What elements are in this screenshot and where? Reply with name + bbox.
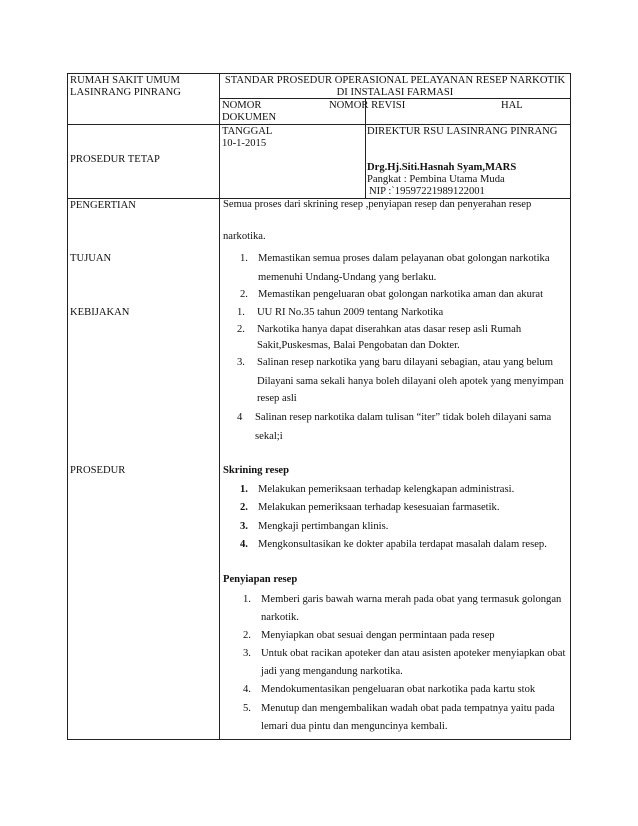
rule-tanggal-divider xyxy=(365,124,366,198)
penyiapan-item-2: Menyiapkan obat sesuai dengan permintaan pada resep xyxy=(261,630,495,641)
skrining-item-2: Melakukan pemeriksaan terhadap kesesuaian farmasetik. xyxy=(258,502,500,513)
penyiapan-item-5a: Menutup dan mengembalikan wadah obat pada tempatnya yaitu pada xyxy=(261,703,555,714)
kebijakan-number-4: 4 xyxy=(237,412,243,423)
nomor-dokumen-label-2: DOKUMEN xyxy=(222,112,277,123)
sop-document xyxy=(67,73,571,740)
penyiapan-item-1a: Memberi garis bawah warna merah pada obat yang termasuk golongan xyxy=(261,594,562,605)
kebijakan-number-2: 2. xyxy=(237,324,245,335)
nomor-revisi-label: NOMOR REVISI xyxy=(329,100,406,111)
penyiapan-title: Penyiapan resep xyxy=(223,574,298,585)
document-title-line1: STANDAR PROSEDUR OPERASIONAL PELAYANAN RESEP NARKOTIK xyxy=(224,75,566,86)
org-name-line1: RUMAH SAKIT UMUM xyxy=(70,75,180,86)
rule-top xyxy=(67,73,571,74)
rule-bottom xyxy=(67,739,571,740)
kebijakan-item-2a: Narkotika hanya dapat diserahkan atas dasar resep asli Rumah xyxy=(257,324,522,335)
kebijakan-item-3c: resep asli xyxy=(257,393,297,404)
signer-name: Drg.Hj.Siti.Hasnah Syam,MARS xyxy=(367,162,517,173)
kebijakan-item-2b: Sakit,Puskesmas, Balai Pengobatan dan Dokter. xyxy=(257,340,460,351)
skrining-number-1: 1. xyxy=(240,484,248,495)
tujuan-number-2: 2. xyxy=(240,289,248,300)
tujuan-number-1: 1. xyxy=(240,253,248,264)
rule-left xyxy=(67,73,68,740)
tujuan-item-2: Memastikan pengeluaran obat golongan narkotika aman dan akurat xyxy=(258,289,544,300)
kebijakan-item-1: UU RI No.35 tahun 2009 tentang Narkotika xyxy=(257,307,444,318)
skrining-number-3: 3. xyxy=(240,521,248,532)
tanggal-value: 10-1-2015 xyxy=(222,138,267,149)
penyiapan-item-3a: Untuk obat racikan apoteker dan atau asisten apoteker menyiapkan obat xyxy=(261,648,566,659)
penyiapan-item-1b: narkotik. xyxy=(261,612,299,623)
pengertian-text-2: narkotika. xyxy=(223,231,266,242)
nomor-dokumen-label-1: NOMOR xyxy=(222,100,262,111)
direktur-title: DIREKTUR RSU LASINRANG PINRANG xyxy=(367,126,558,137)
document-title-line2: DI INSTALASI FARMASI xyxy=(336,87,454,98)
penyiapan-item-5b: lemari dua pintu dan menguncinya kembali. xyxy=(261,721,448,732)
prosedur-label: PROSEDUR xyxy=(70,465,126,476)
tujuan-label: TUJUAN xyxy=(70,253,112,264)
skrining-item-4: Mengkonsultasikan ke dokter apabila terdapat masalah dalam resep. xyxy=(258,539,547,550)
signer-rank: Pangkat : Pembina Utama Muda xyxy=(367,174,505,185)
hal-label: HAL xyxy=(501,100,523,111)
signer-nip: NIP :`19597221989122001 xyxy=(369,186,485,197)
penyiapan-item-3b: jadi yang mengandung narkotika. xyxy=(261,666,403,677)
penyiapan-number-3: 3. xyxy=(243,648,251,659)
kebijakan-item-4b: sekal;i xyxy=(255,431,283,442)
penyiapan-number-1: 1. xyxy=(243,594,251,605)
skrining-item-1: Melakukan pemeriksaan terhadap kelengkapan administrasi. xyxy=(258,484,515,495)
penyiapan-number-2: 2. xyxy=(243,630,251,641)
tujuan-item-1a: Memastikan semua proses dalam pelayanan obat golongan narkotika xyxy=(258,253,550,264)
skrining-number-2: 2. xyxy=(240,502,248,513)
pengertian-label: PENGERTIAN xyxy=(70,200,136,211)
rule-col-divider xyxy=(219,73,220,740)
tanggal-label: TANGGAL xyxy=(222,126,273,137)
kebijakan-item-3b: Dilayani sama sekali hanya boleh dilayani oleh apotek yang menyimpan xyxy=(257,376,564,387)
rule-header-bottom xyxy=(67,124,571,125)
skrining-title: Skrining resep xyxy=(223,465,290,476)
prosedur-tetap-label: PROSEDUR TETAP xyxy=(70,154,160,165)
kebijakan-number-1: 1. xyxy=(237,307,245,318)
penyiapan-number-4: 4. xyxy=(243,684,251,695)
skrining-item-3: Mengkaji pertimbangan klinis. xyxy=(258,521,389,532)
pengertian-text-1: Semua proses dari skrining resep ,penyiapan resep dan penyerahan resep xyxy=(223,199,532,210)
skrining-number-4: 4. xyxy=(240,539,248,550)
kebijakan-item-4a: Salinan resep narkotika dalam tulisan “iter” tidak boleh dilayani sama xyxy=(255,412,552,423)
penyiapan-number-5: 5. xyxy=(243,703,251,714)
org-name-line2: LASINRANG PINRANG xyxy=(70,87,181,98)
tujuan-item-1b: memenuhi Undang-Undang yang berlaku. xyxy=(258,272,437,283)
penyiapan-item-4: Mendokumentasikan pengeluaran obat narkotika pada kartu stok xyxy=(261,684,536,695)
kebijakan-label: KEBIJAKAN xyxy=(70,307,130,318)
rule-right xyxy=(570,73,571,740)
kebijakan-number-3: 3. xyxy=(237,357,245,368)
kebijakan-item-3a: Salinan resep narkotika yang baru dilayani sebagian, atau yang belum xyxy=(257,357,553,368)
